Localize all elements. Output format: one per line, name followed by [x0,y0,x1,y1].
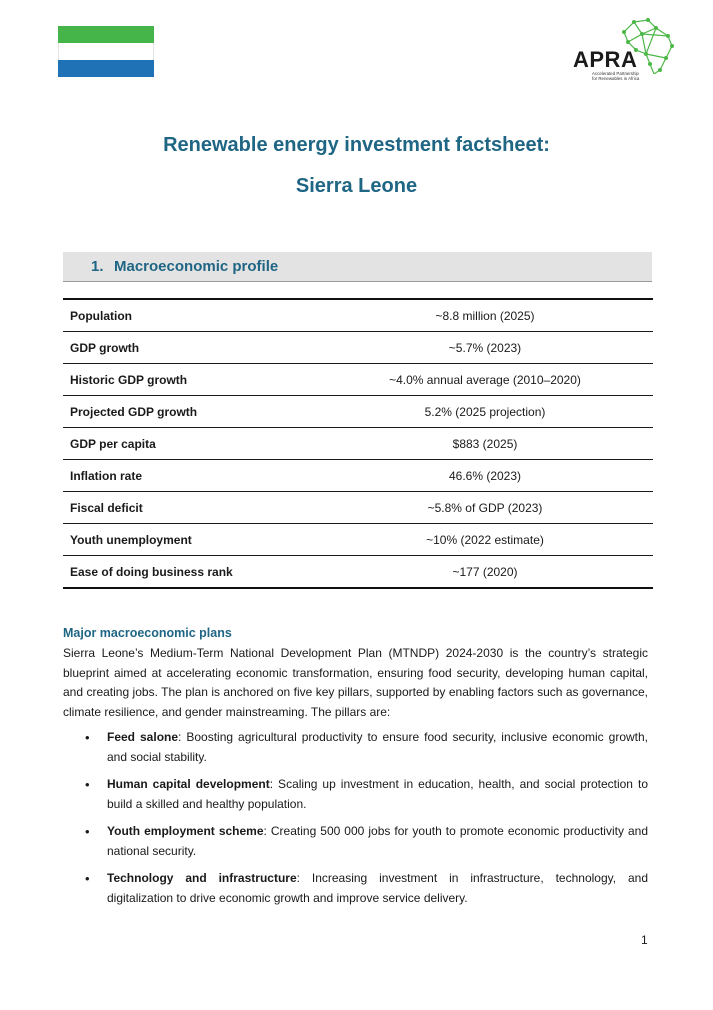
list-item [63,775,648,814]
section-header-macroeconomic [63,252,652,282]
pillar-name: Feed salone [107,730,179,744]
table-row [63,364,653,396]
row-label: Fiscal deficit [63,492,317,524]
pillar-description: : Boosting agricultural productivity to ensure food security, inclusive economic growth, and social stability. [107,730,649,764]
plans-intro: Sierra Leone’s Medium-Term National Development Plan (MTNDP) 2024-2030 is the country’s strategic blueprint aimed at accelerating economic transformation, ensuring food security, developing human capital, and creating jobs. The plan is anchored on five key pillars, supported by enabling factors such as governance, climate resilience, and gender mainstreaming. The pillars are: [63,646,648,719]
apra-logo [572,14,676,84]
row-label: Youth unemployment [63,524,317,556]
flag-white-stripe [58,43,154,60]
table-row [63,428,653,460]
row-value: ~4.0% annual average (2010–2020) [317,364,653,396]
pillar-name: Technology and infrastructure [107,871,297,885]
table-row [63,299,653,332]
plans-heading: Major macroeconomic plans [63,626,232,640]
pillar-name: Human capital development [107,777,270,791]
row-value: $883 (2025) [317,428,653,460]
table-row [63,556,653,589]
flag-green-stripe [58,26,154,43]
sierra-leone-flag [58,26,154,77]
row-value: ~177 (2020) [452,564,518,579]
list-item [63,869,648,908]
table-row [63,492,653,524]
pillar-description: : Increasing investment in infrastructure, technology, and digitalization to drive economic growth and improve service delivery. [107,871,649,905]
list-item [63,822,648,861]
row-value: ~10% (2022 estimate) [317,524,653,556]
page-number: 1 [641,933,648,947]
pillar-description: : Scaling up investment in education, health, and social protection to build a skilled and healthy population. [107,777,648,811]
pillars-list [63,728,648,916]
section-number: 1. [91,258,104,275]
table-row [63,396,653,428]
logo-subtitle [592,71,662,81]
row-label: Historic GDP growth [63,364,317,396]
logo-subtitle-line-2: for Renewables in Africa [592,76,640,81]
pillar-description: : Creating 500 000 jobs for youth to promote economic productivity and national security. [107,824,648,858]
row-label: GDP per capita [63,428,317,460]
logo-wordmark: APRA [573,47,638,72]
table-row [63,524,653,556]
flag-blue-stripe [58,60,154,77]
list-item [63,728,648,767]
macroeconomic-table [63,298,653,589]
page-subtitle-country: Sierra Leone [295,175,418,197]
row-value: 5.2% (2025 projection) [317,396,653,428]
table-row [63,460,653,492]
row-label: GDP growth [63,332,317,364]
row-label: Ease of doing business rank [70,564,233,579]
row-label: Projected GDP growth [63,396,317,428]
row-value: 46.6% (2023) [317,460,653,492]
section-title: Macroeconomic profile [114,258,279,275]
row-value: ~8.8 million (2025) [317,299,653,332]
row-label: Population [63,299,317,332]
pillar-name: Youth employment scheme [107,824,264,838]
row-value: ~5.7% (2023) [317,332,653,364]
row-value: ~5.8% of GDP (2023) [317,492,653,524]
page-title: Renewable energy investment factsheet: [163,134,550,156]
logo-subtitle-line-1: Accelerated Partnership [592,71,639,76]
table-row [63,332,653,364]
row-label: Inflation rate [63,460,317,492]
